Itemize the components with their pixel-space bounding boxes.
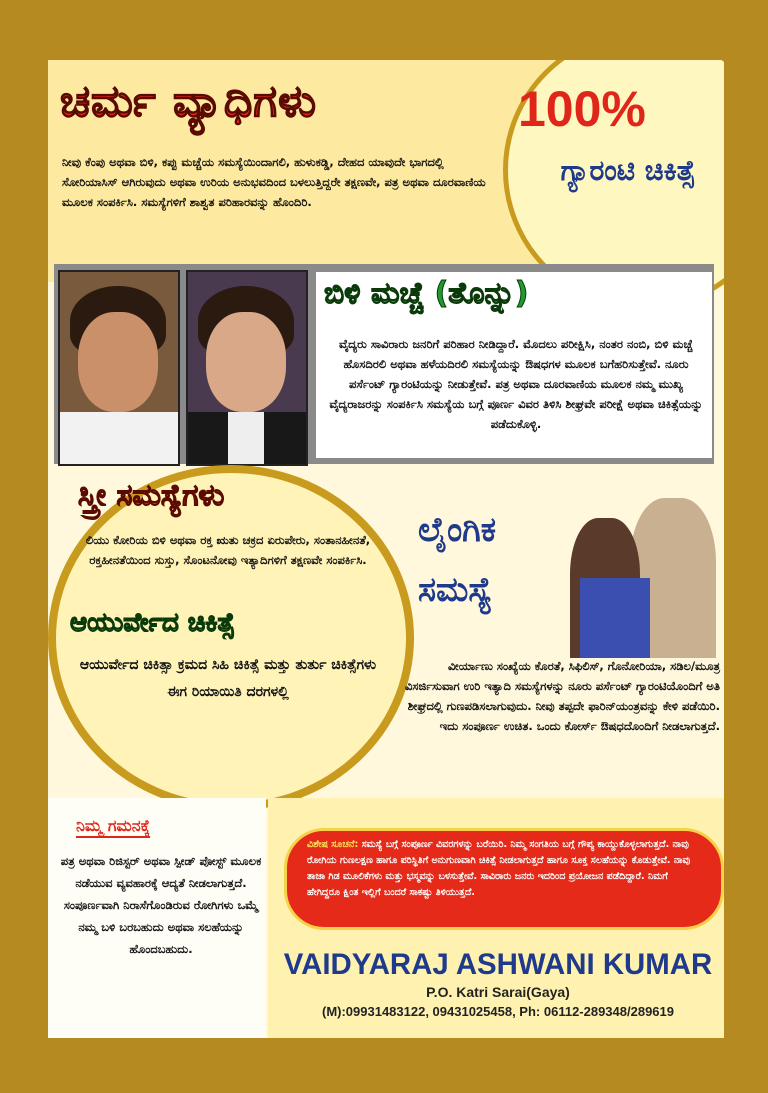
patient-before-photo: [58, 270, 180, 466]
guarantee-text: ಗ್ಯಾರಂಟಿ ಚಿಕಿತ್ಸೆ: [560, 154, 696, 187]
guarantee-percent: 100%: [518, 81, 646, 137]
sexual-title-line2: ಸಮಸ್ಯೆ: [418, 570, 493, 610]
skin-disease-paragraph: ನೀವು ಕೆಂಪು ಅಥವಾ ಬಿಳಿ, ಕಪ್ಪು ಮಚ್ಚೆಯ ಸಮಸ್ಯೆಯಿಂದಾಗಲಿ, ಹುಳುಕಡ್ಡಿ, ದೇಹದ ಯಾವುದೇ ಭಾಗದಲ್ಲಿ ಸೋರಿಯಾಸಿಸ್ ಆಗಿರುವುದು ಅಥವಾ ಉರಿಯ ಅನುಭವದಿಂದ ಬಳಲುತ್ತಿದ್ದರೇ ತಕ್ಷಣವೇ, ಪತ್ರ ಅಥವಾ ದೂರವಾಣಿಯ ಮೂಲಕ ಸಂಪರ್ಕಿಸಿ. ಸಮಸ್ಯೆಗಳಿಗೆ ಶಾಶ್ವತ ಪರಿಹಾರವನ್ನು ಹೊಂದಿರಿ.: [62, 155, 486, 209]
special-note-body: ಸಮಸ್ಯೆ ಬಗ್ಗೆ ಸಂಪೂರ್ಣ ವಿವರಗಳನ್ನು ಬರೆಯಿರಿ. ನಿಮ್ಮ ಸಂಗತಿಯ ಬಗ್ಗೆ ಗೌಪ್ಯ ಕಾಯ್ದುಕೊಳ್ಳಲಾಗುತ್ತದೆ. ನಾವು ರೋಗಿಯ ಗುಣಲಕ್ಷಣ ಹಾಗೂ ಪರಿಸ್ಥಿತಿಗೆ ಅನುಗುಣವಾಗಿ ಚಿಕಿತ್ಸೆ ನೀಡಲಾಗುತ್ತದೆ ಹಾಗೂ ಸೂಕ್ತ ಸಲಹೆಯನ್ನು ಕೊಡುತ್ತೇವೆ. ನಾವು ತಾಜಾ ಗಿಡ ಮೂಲಿಕೆಗಳು ಮತ್ತು ಭಸ್ಮವನ್ನು ಬಳಸುತ್ತೇವೆ. ಸಾವಿರಾರು ಜನರು ಇದರಿಂದ ಪ್ರಯೋಜನ ಪಡೆದಿದ್ದಾರೆ. ನಿಮಗೆ ಹೇಗಿದ್ದರೂ ಕ್ಷಿಂತ ಇಲ್ಲಿಗೆ ಬಂದರೆ ಸಾಕಷ್ಟು ತಿಳಿಯುತ್ತದೆ.: [307, 839, 691, 898]
notice-title: ನಿಮ್ಮ ಗಮನಕ್ಕೆ: [76, 816, 150, 838]
phone-numbers: (M):09931483122, 09431025458, Ph: 06112-289348/289619: [321, 1004, 674, 1019]
special-note-label: ವಿಶೇಷ ಸೂಚನೆ:: [307, 839, 359, 850]
doctor-name: VAIDYARAJ ASHWANI KUMAR: [283, 948, 713, 981]
ayurveda-text: ಆಯುರ್ವೇದ ಚಿಕಿತ್ಸಾ ಕ್ರಮದ ಸಿಹಿ ಚಿಕಿತ್ಸೆ ಮತ್ತು ತುರ್ತು ಚಿಕಿತ್ಸೆಗಳು ಈಗ ರಿಯಾಯಿತಿ ದರಗಳಲ್ಲಿ: [79, 657, 377, 700]
notice-paragraph: ಪತ್ರ ಅಥವಾ ರಿಜಿಸ್ಟರ್ ಅಥವಾ ಸ್ಪೀಡ್ ಪೋಸ್ಟ್ ಮೂಲಕ ನಡೆಯುವ ವ್ಯವಹಾರಕ್ಕೆ ಆದ್ಯತೆ ನೀಡಲಾಗುತ್ತದೆ. ಸಂಪೂರ್ಣವಾಗಿ ನಿರಾಸೆಗೊಂಡಿರುವ ರೋಗಿಗಳು ಒಮ್ಮೆ ನಮ್ಮ ಬಳಿ ಬರಬಹುದು ಅಥವಾ ಸಲಹೆಯನ್ನು ಹೊಂದಬಹುದು.: [60, 854, 262, 956]
special-note-box: [284, 828, 724, 930]
skin-disease-title: ಚರ್ಮ ವ್ಯಾಧಿಗಳು: [60, 76, 317, 127]
women-problems-paragraph: ಲಿಯು ಕೋರಿಯ ಬಿಳಿ ಅಥವಾ ರಕ್ತ ಋತು ಚಕ್ರದ ಏರುಪೇರು, ಸಂತಾನಹೀನತೆ, ರಕ್ತಹೀನತೆಯಿಂದ ಸುಸ್ತು, ಸೊಂಟನೋವು ಇತ್ಯಾದಿಗಳಿಗೆ ತಕ್ಷಣವೇ ಸಂಪರ್ಕಿಸಿ.: [85, 533, 371, 567]
sexual-problems-title: [418, 500, 496, 620]
address: P.O. Katri Sarai(Gaya): [426, 984, 570, 1000]
vitiligo-text-box: [316, 272, 712, 458]
vitiligo-paragraph: ವೈದ್ಯರು ಸಾವಿರಾರು ಜನರಿಗೆ ಪರಿಹಾರ ನೀಡಿದ್ದಾರೆ. ಮೊದಲು ಪರೀಕ್ಷಿಸಿ, ನಂತರ ನಂಬಿ, ಬಿಳಿ ಮಚ್ಚೆ ಹೊಸದಿರಲಿ ಅಥವಾ ಹಳೆಯದಿರಲಿ ಸಮಸ್ಯೆಯನ್ನು ಔಷಧಗಳ ಮೂಲಕ ಬಗೆಹರಿಸುತ್ತೇವೆ. ನೂರು ಪರ್ಸೆಂಟ್ ಗ್ಯಾರಂಟಿಯನ್ನು ನೀಡುತ್ತೇವೆ. ಪತ್ರ ಅಥವಾ ದೂರವಾಣಿಯ ಮೂಲಕ ನಮ್ಮ ಮುಖ್ಯ ವೈದ್ಯರಾಜರನ್ನು ಸಂಪರ್ಕಿಸಿ ಸಮಸ್ಯೆಯ ಬಗ್ಗೆ ಪೂರ್ಣ ವಿವರ ತಿಳಿಸಿ ಶೀಘ್ರವೇ ಪರೀಕ್ಷೆ ಅಥವಾ ಚಿಕಿತ್ಸೆಯನ್ನು ಪಡೆದುಕೊಳ್ಳಿ.: [329, 337, 703, 431]
vitiligo-title: ಬಿಳಿ ಮಚ್ಚೆ (ತೊನ್ನು): [324, 276, 529, 311]
advertisement-page: [48, 60, 724, 1038]
couple-photo: [570, 488, 720, 658]
women-problems-title: ಸ್ತ್ರೀ ಸಮಸ್ಯೆಗಳು: [78, 478, 225, 513]
ayurveda-title: ಆಯುರ್ವೇದ ಚಿಕಿತ್ಸೆ: [70, 608, 235, 638]
patient-after-photo: [186, 270, 308, 466]
vitiligo-section: [54, 264, 714, 464]
special-note-text: [307, 837, 701, 901]
sexual-problems-paragraph: ವೀರ್ಯಾಣು ಸಂಖ್ಯೆಯ ಕೊರತೆ, ಸಿಫಿಲಿಸ್, ಗೊನೋರಿಯಾ, ಸಡಿಲ/ಮೂತ್ರ ವಿಸರ್ಜಿಸುವಾಗ ಉರಿ ಇತ್ಯಾದಿ ಸಮಸ್ಯೆಗಳನ್ನು ನೂರು ಪರ್ಸೆಂಟ್ ಗ್ಯಾರಂಟಿಯೊಂದಿಗೆ ಅತಿ ಶೀಘ್ರದಲ್ಲಿ ಗುಣಪಡಿಸಲಾಗುವುದು. ನೀವು ತಪ್ಪದೇ ಫಾರಿನ್‌ಯಂತ್ರವನ್ನು ಕೇಳಿ ಪಡೆಯಿರಿ. ಇದು ಸಂಪೂರ್ಣ ಉಚಿತ. ಒಂದು ಕೋರ್ಸ್ ಔಷಧದೊಂದಿಗೆ ನೀಡಲಾಗುತ್ತದೆ.: [404, 659, 720, 733]
sexual-title-line1: ಲೈಂಗಿಕ: [418, 510, 497, 550]
